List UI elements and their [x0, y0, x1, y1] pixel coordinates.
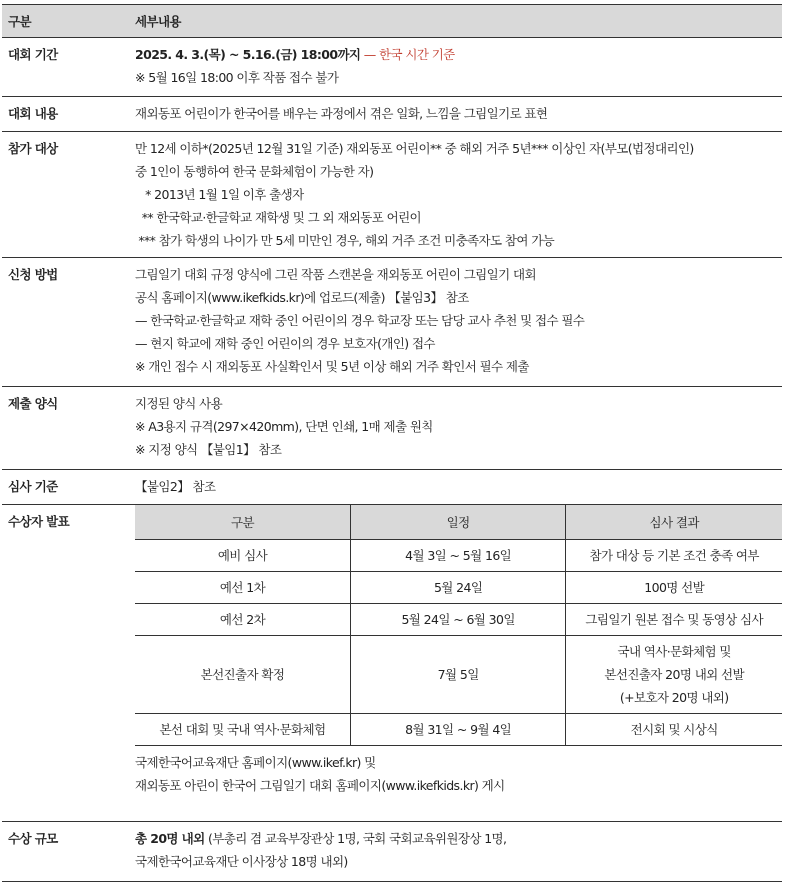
table-row [135, 540, 782, 572]
header-col-category: 구분 [8, 14, 31, 29]
period-dates: 2025. 4. 3.(목) ~ 5.16.(금) 18:00까지 [135, 47, 361, 62]
row-apply [2, 258, 782, 387]
table-row [135, 714, 782, 746]
target-line: ** 한국학교·한글학교 재학생 및 그 외 재외동포 어린이 [135, 210, 422, 225]
row-label: 수상자 발표 [8, 514, 70, 529]
cell: 본선 대회 및 국내 역사·문화체험 [135, 714, 350, 746]
row-target [2, 132, 782, 258]
format-line: 지정된 양식 사용 [135, 396, 223, 411]
period-timezone: — 한국 시간 기준 [360, 47, 455, 62]
row-announce [2, 505, 782, 822]
row-label: 수상 규모 [8, 831, 58, 846]
target-line: * 2013년 1월 1일 이후 출생자 [135, 187, 304, 202]
cell: 4월 3일 ~ 5월 16일 [350, 540, 565, 572]
cell: 그림일기 원본 접수 및 동영상 심사 [566, 604, 782, 636]
period-note: ※ 5월 16일 18:00 이후 작품 접수 불가 [135, 70, 339, 85]
table-header [2, 4, 782, 38]
cell: 8월 31일 ~ 9월 4일 [350, 714, 565, 746]
row-criteria [2, 470, 782, 505]
row-prize [2, 822, 782, 882]
cell: 예비 심사 [135, 540, 350, 572]
announce-note: 재외동포 아린이 한국어 그림일기 대회 홈페이지(www.ikefkids.kr) 게시 [135, 778, 505, 793]
apply-line: — 한국학교·한글학교 재학 중인 어린이의 경우 학교장 또는 담당 교사 추천 및 접수 필수 [135, 313, 585, 328]
schedule-table [135, 505, 782, 746]
cell-line: 국내 역사·문화체험 및 [617, 644, 731, 659]
cell: 본선진출자 확정 [135, 636, 350, 714]
header-col-details: 세부내용 [135, 14, 181, 29]
row-label: 대회 내용 [8, 106, 58, 121]
cell-line: 본선진출자 20명 내외 선발 [604, 667, 744, 682]
cell: 5월 24일 [350, 572, 565, 604]
cell [566, 636, 782, 714]
content-text: 재외동포 어린이가 한국어를 배우는 과정에서 겪은 일화, 느낌을 그림일기로 표현 [135, 106, 548, 121]
cell: 100명 선발 [566, 572, 782, 604]
row-period [2, 38, 782, 97]
row-label: 신청 방법 [8, 267, 58, 282]
target-line: *** 참가 학생의 나이가 만 5세 미만인 경우, 해외 거주 조건 미충족자도 참여 가능 [135, 233, 555, 248]
cell: 5월 24일 ~ 6월 30일 [350, 604, 565, 636]
cell: 예선 1차 [135, 572, 350, 604]
cell: 전시회 및 시상식 [566, 714, 782, 746]
target-line: 중 1인이 동행하여 한국 문화체험이 가능한 자) [135, 164, 374, 179]
table-row [135, 604, 782, 636]
format-line: ※ A3용지 규격(297×420mm), 단면 인쇄, 1매 제출 원칙 [135, 419, 433, 434]
prize-detail-2: 국제한국어교육재단 이사장상 18명 내외) [135, 854, 348, 869]
row-content [2, 97, 782, 132]
prize-total: 총 20명 내외 [135, 831, 205, 846]
row-label: 참가 대상 [8, 141, 58, 156]
criteria-text: 【붙임2】 참조 [135, 479, 216, 494]
apply-line: — 현지 학교에 재학 중인 어린이의 경우 보호자(개인) 접수 [135, 336, 435, 351]
announce-note: 국제한국어교육재단 홈페이지(www.ikef.kr) 및 [135, 755, 376, 770]
cell: 예선 2차 [135, 604, 350, 636]
cell: 참가 대상 등 기본 조건 충족 여부 [566, 540, 782, 572]
table-row [135, 572, 782, 604]
schedule-header: 구분 [135, 505, 350, 540]
target-line: 만 12세 이하*(2025년 12월 31일 기준) 재외동포 어린이** 중 해외 거주 5년*** 이상인 자(부모(법정대리인) [135, 141, 694, 156]
apply-line: ※ 개인 접수 시 재외동포 사실확인서 및 5년 이상 해외 거주 확인서 필수 제출 [135, 359, 529, 374]
apply-line: 그림일기 대회 규정 양식에 그린 작품 스캔본을 재외동포 어린이 그림일기 대회 [135, 267, 536, 282]
row-format [2, 387, 782, 470]
schedule-header: 심사 결과 [566, 505, 782, 540]
table-row [135, 636, 782, 714]
apply-line: 공식 홈페이지(www.ikefkids.kr)에 업로드(제출) 【붙임3】 참조 [135, 290, 469, 305]
schedule-header: 일정 [350, 505, 565, 540]
row-label: 제출 양식 [8, 396, 58, 411]
cell: 7월 5일 [350, 636, 565, 714]
info-table [2, 4, 782, 886]
row-label: 심사 기준 [8, 479, 58, 494]
row-label: 대회 기간 [8, 47, 58, 62]
format-line: ※ 지정 양식 【붙임1】 참조 [135, 442, 282, 457]
prize-detail: (부총리 겸 교육부장관상 1명, 국회 국회교육위원장상 1명, [204, 831, 507, 846]
cell-line: (+보호자 20명 내외) [619, 690, 729, 705]
